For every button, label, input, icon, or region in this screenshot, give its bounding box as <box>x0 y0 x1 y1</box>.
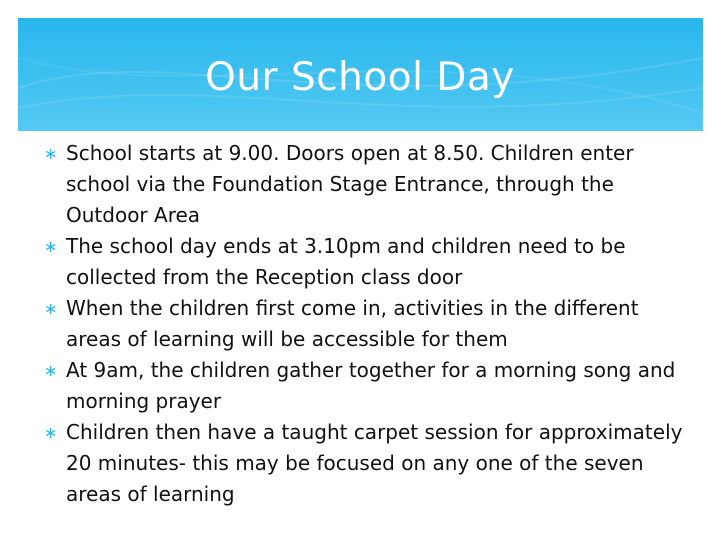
bullet-item <box>44 231 694 293</box>
asterisk-bullet-icon: ∗ <box>44 144 58 163</box>
bullet-text: Children then have a taught carpet session for approximately 20 minutes- this may be focused on any one of the seven areas of learning <box>66 420 683 506</box>
asterisk-bullet-icon: ∗ <box>44 423 58 442</box>
bullet-item <box>44 293 694 355</box>
asterisk-bullet-icon: ∗ <box>44 361 58 380</box>
bullet-list <box>44 138 694 510</box>
bullet-text: The school day ends at 3.10pm and children need to be collected from the Reception class door <box>66 234 626 289</box>
bullet-text: At 9am, the children gather together for a morning song and morning prayer <box>66 358 676 413</box>
bullet-item <box>44 138 694 231</box>
slide-title: Our School Day <box>205 55 515 100</box>
bullet-item <box>44 417 694 510</box>
bullet-text: When the children first come in, activities in the different areas of learning will be accessible for them <box>66 296 639 351</box>
bullet-item <box>44 355 694 417</box>
bullet-text: School starts at 9.00. Doors open at 8.50. Children enter school via the Foundation Stage Entrance, through the Outdoor Area <box>66 141 634 227</box>
asterisk-bullet-icon: ∗ <box>44 237 58 256</box>
asterisk-bullet-icon: ∗ <box>44 299 58 318</box>
